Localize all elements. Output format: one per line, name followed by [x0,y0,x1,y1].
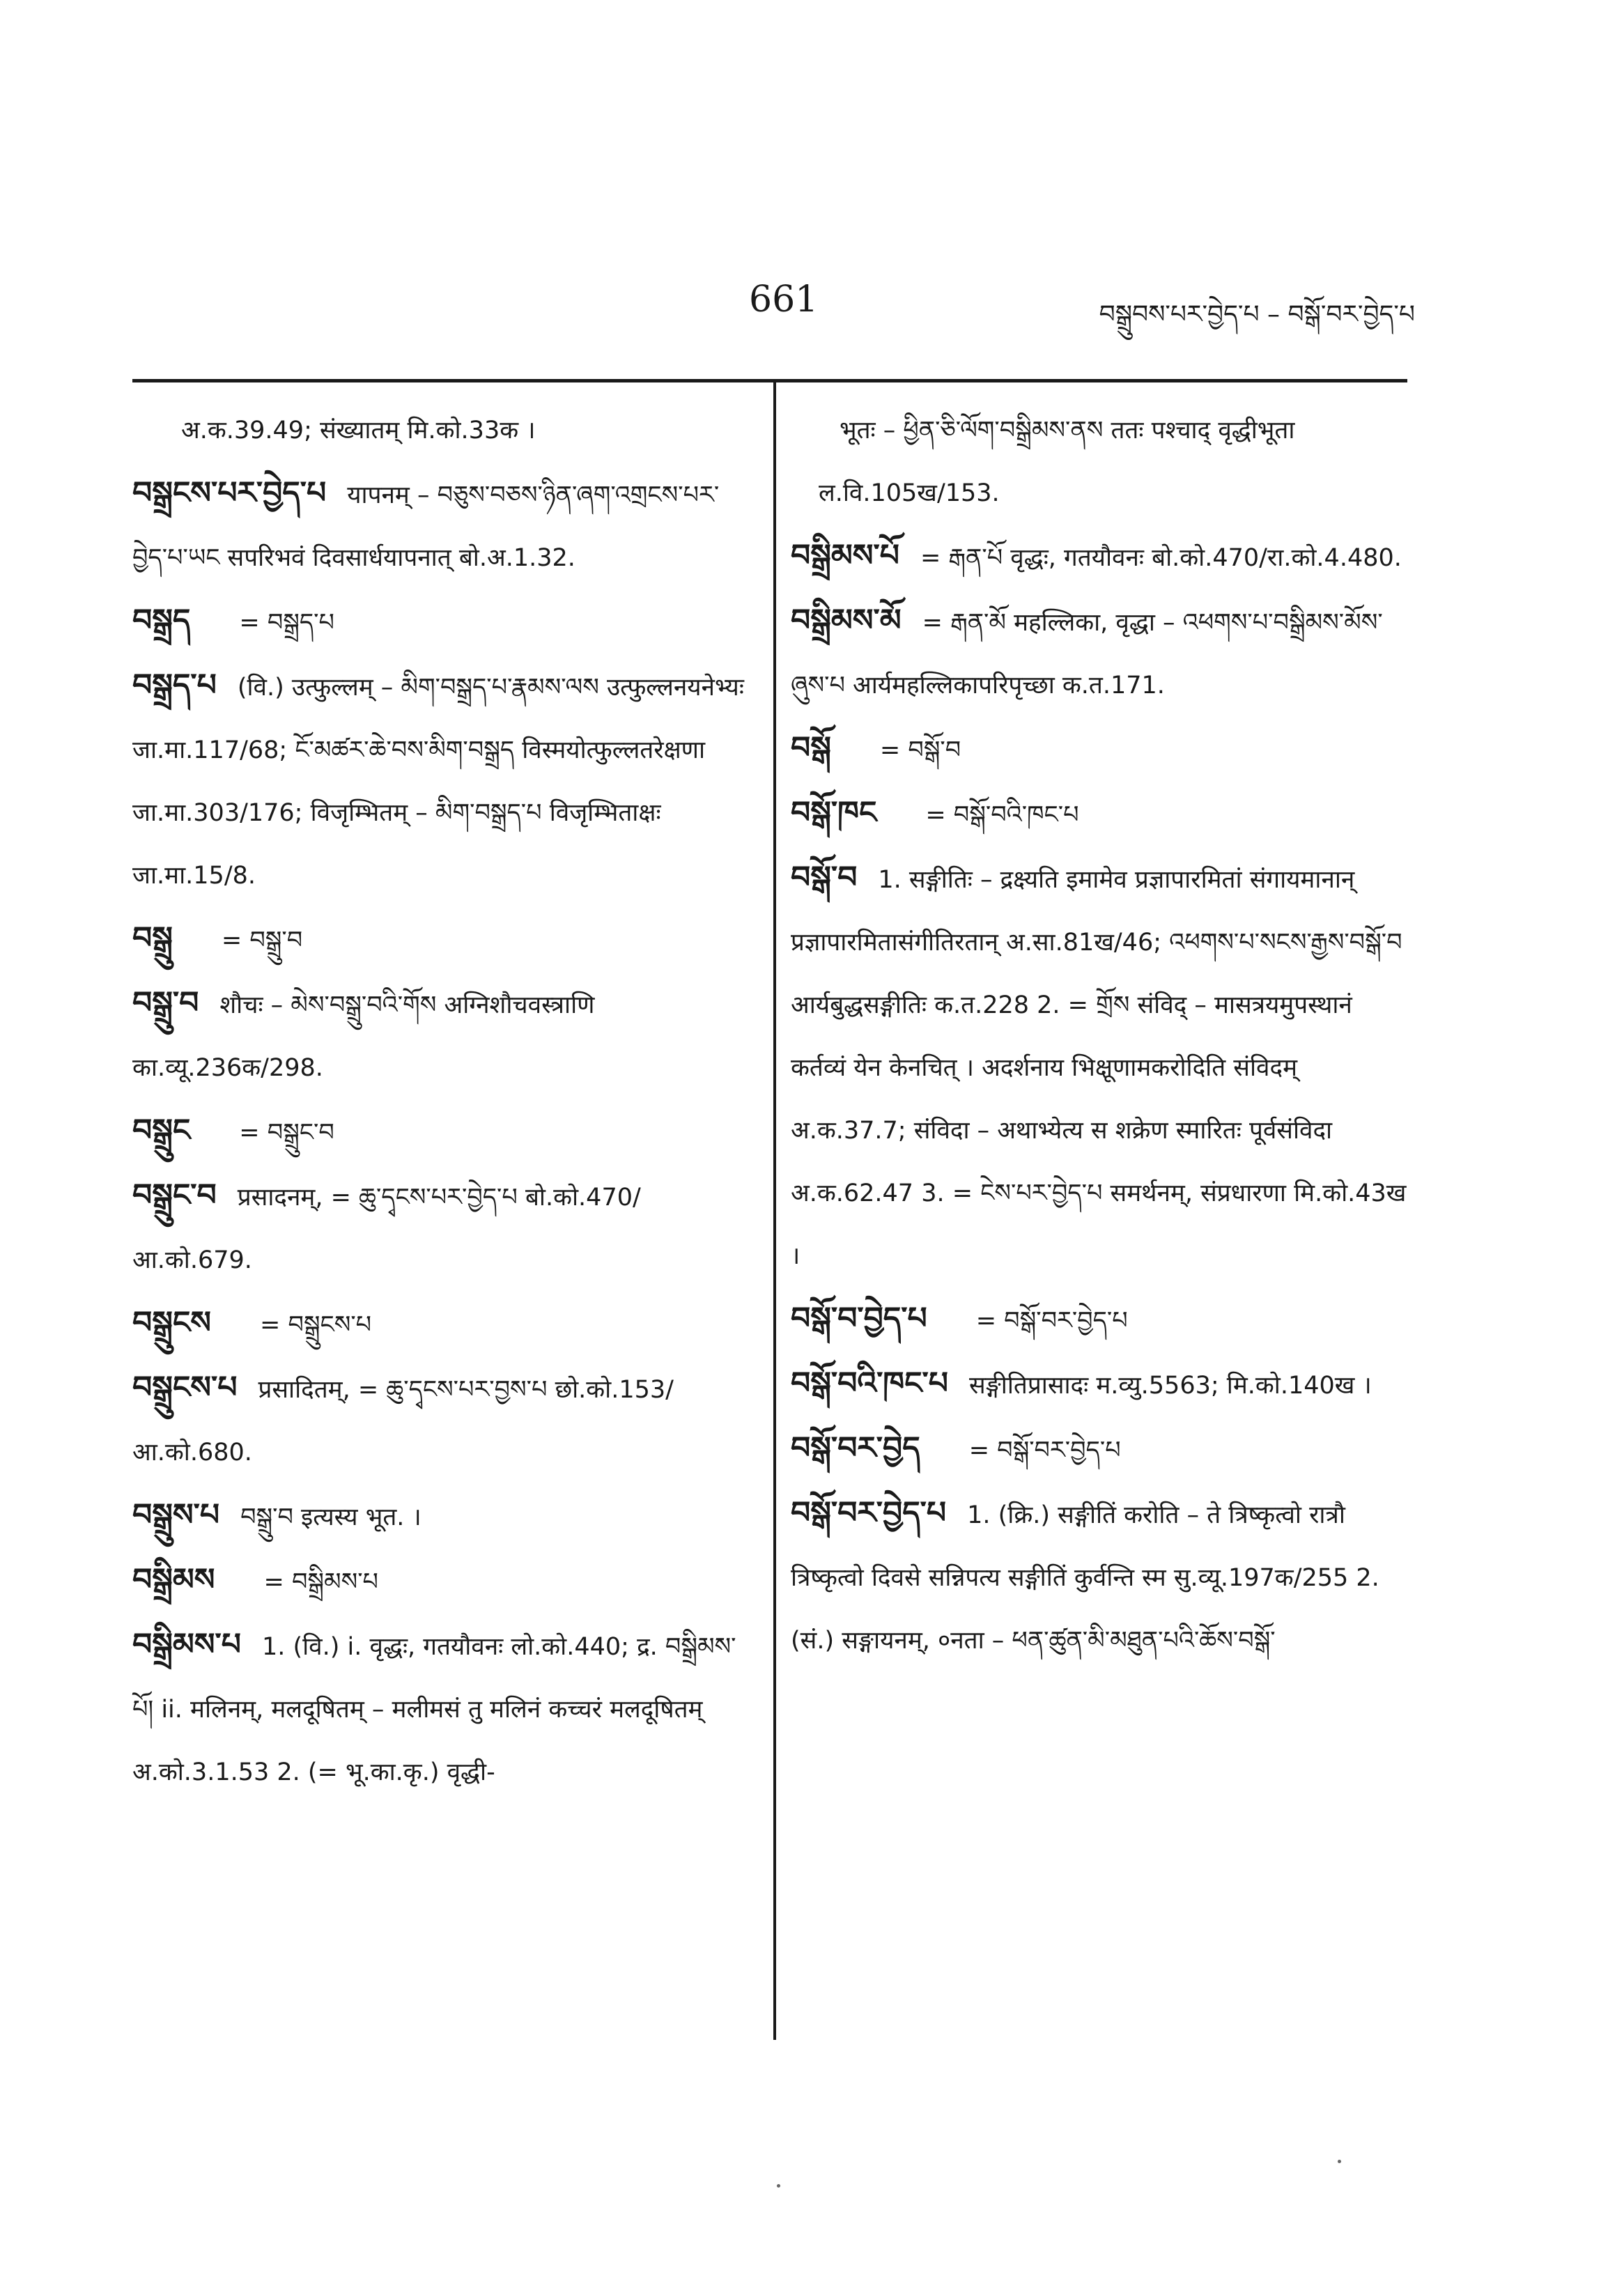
entry-text: शौचः – མེས་བསྒྲུ་བའི་གོས अग्निशौचवस्त्राणि का.व्यू.236क/298. [132,991,595,1082]
dictionary-entry [132,1099,745,1164]
entry-text: = བསྒྲུང་བ [239,1119,334,1147]
dictionary-entry [791,717,1411,782]
entry-text: यापनम् – བཅུས་བཅས་ཉིན་ཞག་འགྲངས་པར་བྱེད་པ་ཡང सपरिभवं दिवसार्धयापनात् बो.अ.1.32. [132,481,720,572]
dictionary-entry [791,525,1411,589]
entry-text: सङ्गीतिप्रासादः म.व्यु.5563; मि.को.140ख । [968,1372,1372,1400]
dictionary-entry [132,1292,745,1356]
entry-headword: བསྒོ་བ་བྱེད་པ [791,1301,927,1336]
entry-text: = བསྒྲིམས་པ [263,1568,378,1596]
entry-headword: བསྒྲད་པ [132,667,217,703]
entry-headword: བསྒྲིམས་མོ [791,603,902,638]
scan-speck [1338,2160,1341,2163]
entry-text: = བསྒྲད་པ [239,609,334,637]
dictionary-entry [791,1287,1411,1352]
entry-text: = རྒན་མོ महल्लिका, वृद्धा – འཕགས་པ་བསྒྲིམས་མོས་ཞུས་པ आर्यमहल्लिकापरिपृच्छा क.त.171. [791,609,1383,699]
entry-text: = བསྒོ་བ [879,736,961,764]
dictionary-entry [132,1356,745,1484]
entry-text: = བསྒྲུངས་པ [260,1311,372,1339]
dictionary-entry [791,846,1411,1287]
entry-text: = བསྒྲུ་བ [221,927,303,954]
entry-headword: བསྒྲུངས་པ [132,1370,238,1405]
dictionary-entry [132,1549,745,1614]
entry-headword: བསྒྲུང་བ [132,1177,217,1213]
entry-headword: བསྒྲུངས [132,1305,211,1340]
page-header [0,279,1624,334]
dictionary-entry [132,1164,745,1292]
dictionary-entry [791,589,1411,717]
entry-headword: བསྒོ་བའི་ཁང་པ [791,1366,948,1401]
dictionary-entry [132,462,745,589]
entry-text: प्रसादनम्, = ཆུ་དྭངས་པར་བྱེད་པ बो.को.470/आ.को.679. [132,1184,641,1274]
entry-text: 1. (वि.) i. वृद्धः, गतयौवनः लो.को.440; द्र. བསྒྲིམས་པོ། ii. मलिनम्, मलदूषितम् – मलीमसं तु मलिनं कच्चरं मलदूषितम् अ.को.3.1.53 2. (= भू.का.कृ.) वृद्धी- [132,1633,736,1786]
dictionary-entry [791,782,1411,846]
dictionary-entry [791,1482,1411,1672]
scan-speck [777,2184,780,2188]
left-column [132,397,745,1804]
header-rule [132,379,1407,382]
entry-text: अ.क.39.49; संख्यातम् मि.को.33क । [181,417,536,444]
entry-text: 1. (क्रि.) सङ्गीतिं करोति – ते त्रिष्कृत्वो रात्रौ त्रिष्कृत्वो दिवसे सन्निपत्य सङ्गीतिं कुर्वन्ति स्म सु.व्यू.197क/255 2. (सं.) सङ्गायनम्, ०नता – ཕན་ཚུན་མི་མཐུན་པའི་ཆོས་བསྒོ་ [791,1501,1379,1655]
entry-text: (वि.) उत्फुल्लम् – མིག་བསྒྲད་པ་རྣམས་ལས उत्फुल्लनयनेभ्यः जा.मा.117/68; ངོ་མཚར་ཆེ་བས་མིག་བསྒྲད विस्मयोत्फुल्लतरेक्षणा जा.मा.303/176; विजृम्भितम् – མིག་བསྒྲད་པ विजृम्भिताक्षः जा.मा.15/8. [132,674,744,890]
dictionary-entry [791,397,1411,525]
entry-headword: བསྒོ་བར་བྱེད [791,1430,920,1466]
entry-text: भूतः – ཕྱིན་ཅི་ལོག་བསྒྲིམས་ནས ततः पश्चाद् वृद्धीभूता ल.वि.105ख/153. [819,417,1295,507]
page-number: 661 [749,279,819,320]
entry-headword: བསྒོ་ཁང [791,795,877,830]
dictionary-entry [132,589,745,654]
dictionary-entry [132,1614,745,1804]
dictionary-entry [132,1484,745,1549]
dictionary-entry [791,1352,1411,1417]
entry-text: 1. सङ्गीतिः – द्रक्ष्यति इमामेव प्रज्ञापारमितां संगायमानान् प्रज्ञापारमितासंगीतिरतान् अ.सा.81ख/46; འཕགས་པ་སངས་རྒྱས་བསྒོ་བ आर्यबुद्धसङ्गीतिः क.त.228 2. = གྲོས संविद् – मासत्रयमुपस्थानं कर्तव्यं येन केनचित् । अदर्शनाय भिक्षूणामकरोदिति संविदम् अ.क.37.7; संविदा – अथाभ्येत्य स शक्रेण स्मारितः पूर्वसंविदा अ.क.62.47 3. = ངེས་པར་བྱེད་པ समर्थनम्, संप्रधारणा मि.को.43ख । [791,866,1407,1270]
right-column [791,397,1411,1672]
running-head: བསྒྲུབས་པར་བྱེད་པ – བསྒོ་བར་བྱེད་པ [1099,300,1415,329]
entry-headword: བསྒྲད [132,603,191,638]
entry-headword: བསྒྲུས་པ [132,1497,220,1533]
entry-headword: བསྒྲིམས [132,1562,215,1597]
dictionary-entry [791,1417,1411,1482]
entry-headword: བསྒོ [791,730,831,766]
entry-headword: བསྒྲུང [132,1113,191,1148]
dictionary-entry [132,654,745,907]
dictionary-entry [132,907,745,972]
dictionary-entry [132,397,745,462]
entry-headword: བསྒོ་བ [791,860,858,895]
dictionary-entry [132,972,745,1099]
entry-headword: བསྒྲངས་པར་བྱེད་པ [132,475,327,511]
entry-headword: བསྒྲུ [132,920,173,956]
entry-headword: བསྒྲིམས་པ [132,1627,241,1662]
entry-headword: བསྒྲིམས་པོ [791,538,899,573]
entry-text: བསྒྲུ་བ इत्यस्य भूत. । [240,1503,422,1531]
entry-text: = རྒན་པོ वृद्धः, गतयौवनः बो.को.470/रा.को.4.480. [920,544,1402,572]
entry-text: प्रसादितम्, = ཆུ་དྭངས་པར་བྱས་པ छो.को.153/आ.को.680. [132,1376,674,1467]
entry-text: = བསྒོ་བར་བྱེད་པ [975,1307,1128,1335]
entry-headword: བསྒོ་བར་བྱེད་པ [791,1495,947,1531]
entry-headword: བསྒྲུ་བ [132,985,199,1021]
entry-text: = བསྒོ་བར་བྱེད་པ [968,1437,1121,1464]
column-divider [773,382,776,2040]
entry-text: = བསྒོ་བའི་ཁང་པ [925,801,1079,829]
